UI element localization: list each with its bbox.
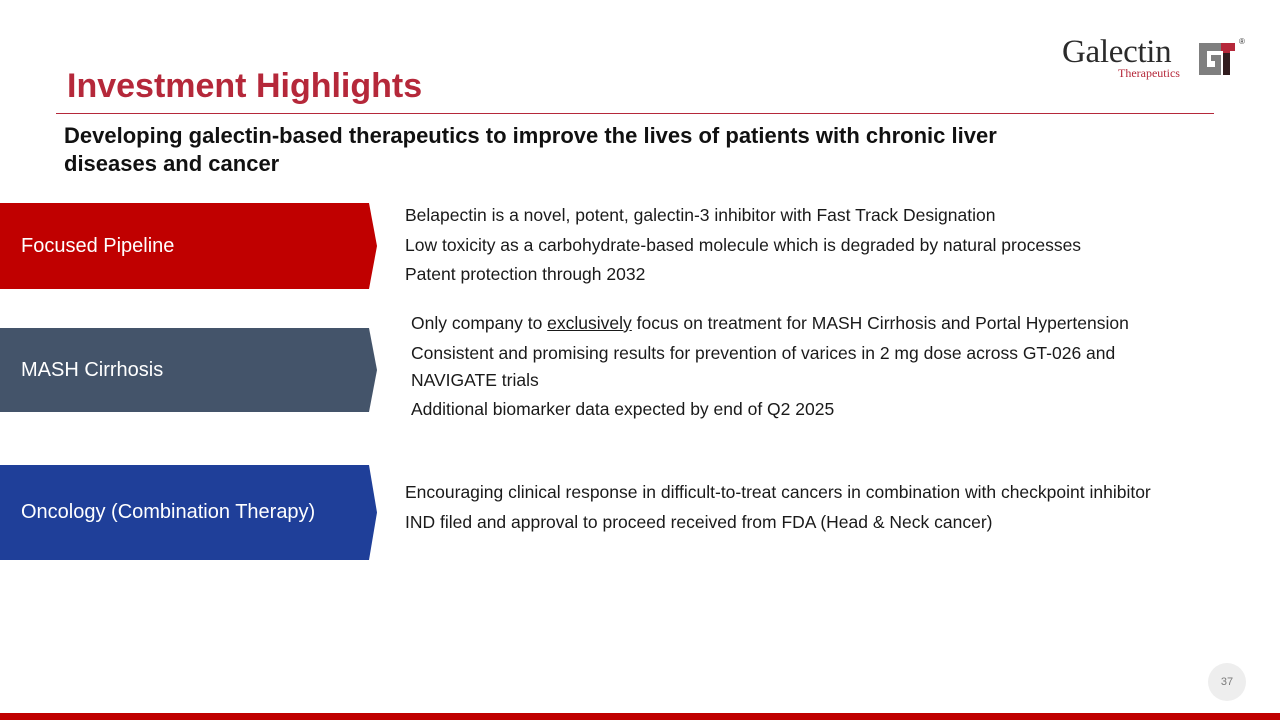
section-label: Oncology (Combination Therapy)	[21, 501, 316, 523]
list-item: Belapectin is a novel, potent, galectin-3 inhibitor with Fast Track Designation	[405, 205, 996, 225]
page-number: 37	[1208, 663, 1246, 701]
gt-logo-icon	[1197, 39, 1237, 79]
list-item: Low toxicity as a carbohydrate-based molecule which is degraded by natural processes	[405, 234, 1082, 255]
section-mash-cirrhosis	[0, 328, 369, 412]
section-label: Focused Pipeline	[21, 234, 175, 257]
footer-bar	[0, 713, 1280, 720]
list-item: Additional biomarker data expected by end of Q2 2025	[411, 399, 835, 419]
list-item	[411, 310, 1201, 337]
chevron-right-icon	[369, 465, 377, 560]
mash-cirrhosis-bullets	[411, 310, 1201, 426]
chevron-right-icon	[369, 203, 377, 289]
section-label: MASH Cirrhosis	[21, 358, 164, 381]
bullet-text: focus on treatment for MASH Cirrhosis and Portal Hypertension	[631, 313, 1129, 333]
list-item: Consistent and promising results for prevention of varices in 2 mg dose across GT-026 and NAVIGATE trials	[411, 342, 1116, 390]
list-item: Patent protection through 2032	[405, 264, 646, 284]
list-item: IND filed and approval to proceed received from FDA (Head & Neck cancer)	[405, 511, 993, 532]
chevron-right-icon	[369, 328, 377, 412]
company-logo	[1062, 36, 1246, 82]
focused-pipeline-bullets	[405, 202, 1081, 291]
list-item: Encouraging clinical response in difficult-to-treat cancers in combination with checkpoint inhibitor	[405, 482, 1151, 502]
section-focused-pipeline	[0, 203, 369, 289]
section-oncology	[0, 465, 369, 560]
page-title: Investment Highlights	[67, 67, 423, 105]
oncology-bullets	[405, 479, 1151, 538]
registered-mark: ®	[1239, 37, 1245, 46]
logo-wordmark: Galectin	[1062, 34, 1172, 70]
page-subtitle: Developing galectin-based therapeutics to improve the lives of patients with chronic liver diseases and cancer	[64, 123, 997, 176]
underlined-text: exclusively	[547, 313, 632, 333]
bullet-text: Only company to	[411, 313, 548, 333]
title-divider	[56, 113, 1214, 114]
logo-tagline: Therapeutics	[1118, 66, 1180, 80]
